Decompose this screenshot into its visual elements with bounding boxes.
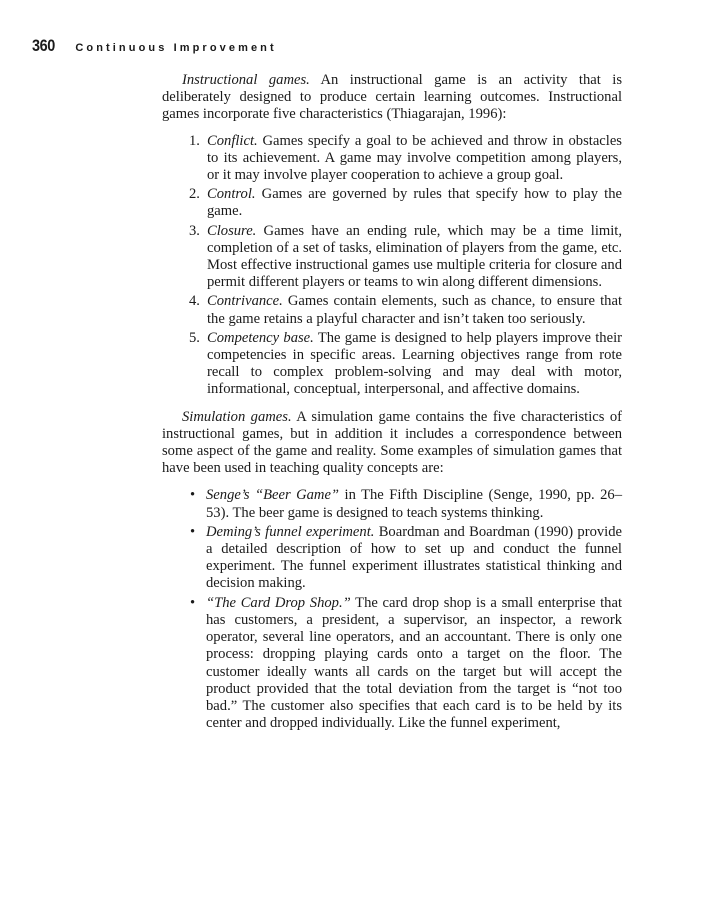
item-number: 3. (189, 222, 200, 239)
examples-list (162, 487, 622, 732)
bullet-icon: • (190, 594, 196, 611)
item-term: Closure. (207, 222, 257, 239)
simulation-games-heading: Simulation games. (182, 408, 292, 425)
instructional-games-text: An instructional game is an activity that is deliberately designed to produce certain learning outcomes. Instructional games incorporate five characteristics (Thiagarajan, 1996): (162, 72, 622, 123)
list-item (162, 595, 622, 733)
instructional-games-heading: Instructional games. (182, 72, 310, 88)
page-body (162, 72, 622, 734)
item-term: Conflict. (207, 132, 258, 149)
item-text: The game is designed to help players improve their competencies in specific areas. Learning objectives range from rote recall to complex problem-solving and may deal with motor, informational, conceptual, interpersonal, and affective domains. (207, 329, 622, 398)
item-number: 1. (189, 132, 200, 149)
characteristics-list (162, 133, 622, 399)
simulation-games-paragraph (162, 409, 622, 478)
list-item (162, 223, 622, 292)
bullet-icon: • (190, 487, 196, 504)
list-item (162, 186, 622, 220)
item-text: Boardman and Boardman (1990) provide a detailed description of how to set up and conduct the funnel experiment. The funnel experiment illustrates statistical thinking and decision making. (206, 523, 622, 592)
item-text: The card drop shop is a small enterprise that has customers, a president, a supervisor, an inspector, a rework operator, several line operators, and an accountant. There is only one process: dropping playing cards onto a target on the floor. The customer ideally wants all cards on the target but will accept the product provided that the total deviation from the target is “not too bad.” The customer also specifies that each card is to be held by its center and dropped individually. Like the funnel experiment, (206, 594, 622, 732)
item-text: Games contain elements, such as chance, to ensure that the game retains a playful character and isn’t taken too seriously. (207, 293, 622, 327)
running-title: Continuous Improvement (75, 42, 277, 54)
item-term: Senge’s “Beer Game” (206, 487, 340, 504)
item-term: Control. (207, 186, 256, 203)
item-number: 2. (189, 186, 200, 203)
item-text: Games have an ending rule, which may be a time limit, completion of a set of tasks, elimination of players from the game, etc. Most effective instructional games use multiple criteria for closure and permit different players or teams to win along different dimensions. (207, 222, 622, 291)
item-term: Competency base. (207, 329, 314, 346)
item-text: Games are governed by rules that specify how to play the game. (207, 186, 622, 220)
page-header (32, 36, 277, 56)
instructional-games-paragraph (162, 72, 622, 124)
item-term: “The Card Drop Shop.” (206, 594, 351, 611)
list-item (162, 524, 622, 593)
item-text: Games specify a goal to be achieved and throw in obstacles to its achievement. A game may involve competition among players, or it may involve player cooperation to achieve a group goal. (207, 132, 622, 184)
item-text: in The Fifth Discipline (Senge, 1990, pp. 26–53). The beer game is designed to teach systems thinking. (206, 487, 622, 521)
list-item (162, 133, 622, 185)
item-number: 4. (189, 293, 200, 310)
item-number: 5. (189, 329, 200, 346)
item-term: Deming’s funnel experiment. (206, 523, 375, 540)
item-term: Contrivance. (207, 293, 283, 310)
list-item (162, 487, 622, 521)
list-item (162, 330, 622, 399)
list-item (162, 293, 622, 327)
page-number: 360 (32, 36, 55, 55)
simulation-games-text: A simulation game contains the five characteristics of instructional games, but in addition it includes a correspondence between some aspect of the game and reality. Some examples of simulation games that have been used in teaching quality concepts are: (162, 408, 622, 477)
bullet-icon: • (190, 523, 196, 540)
